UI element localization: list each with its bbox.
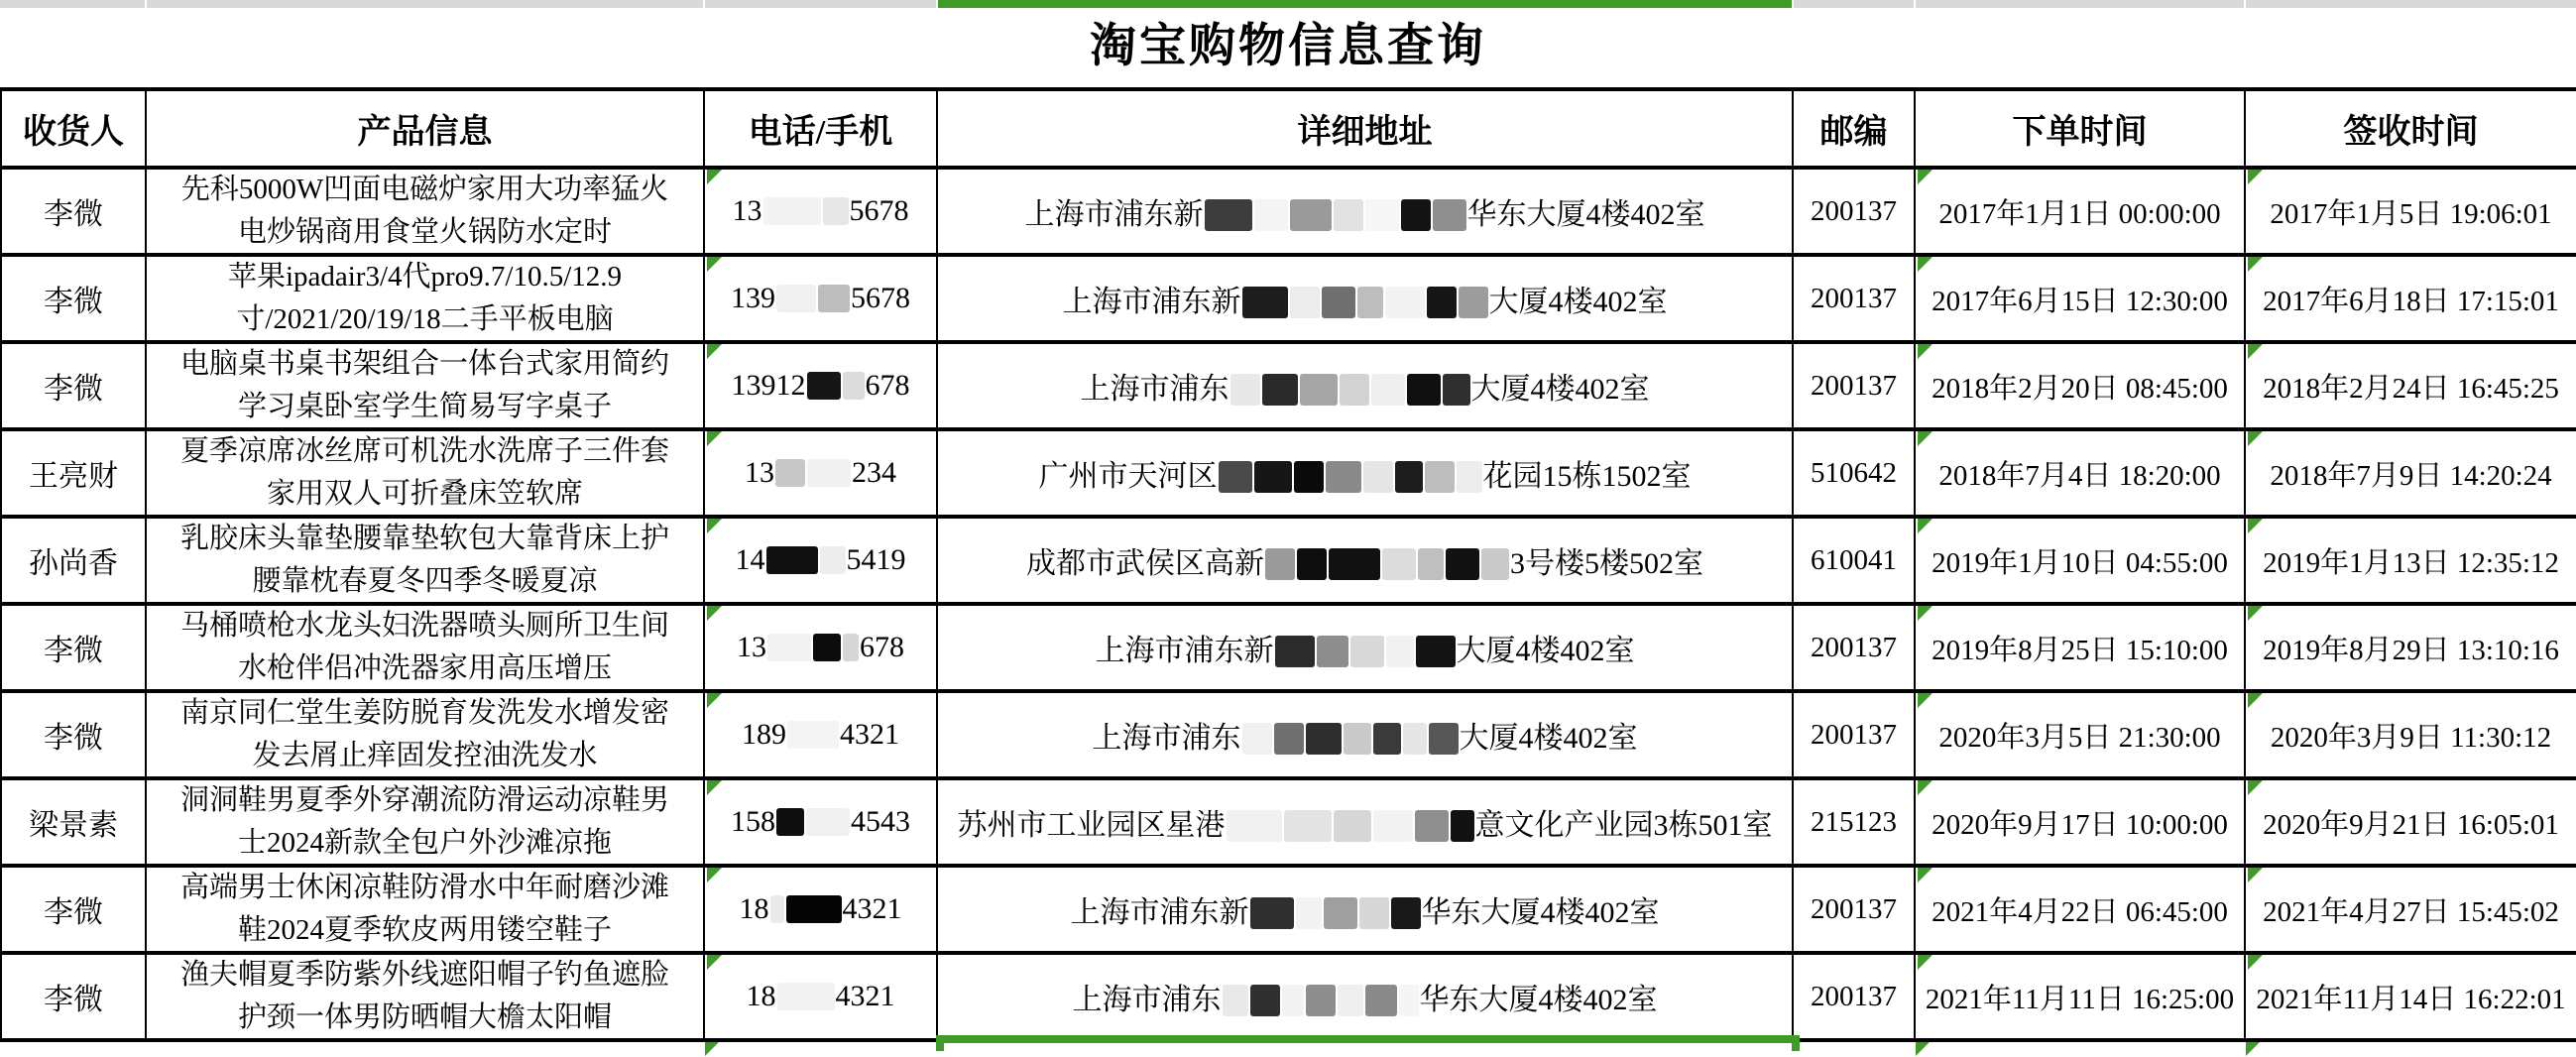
- order-time: 2017年6月15日 12:30:00: [1932, 285, 2228, 317]
- recipient-name: 王亮财: [29, 460, 118, 493]
- redaction-box: [767, 634, 811, 661]
- phone-redacted-suffix: 5678: [849, 194, 909, 227]
- product-cell[interactable]: [147, 257, 705, 344]
- phone-redacted-suffix: 4321: [842, 892, 902, 925]
- redaction-box: [1290, 287, 1320, 318]
- purchase-table: [0, 87, 2576, 1042]
- phone-cell[interactable]: [705, 170, 938, 257]
- redaction-box: [1329, 548, 1380, 580]
- zip-cell[interactable]: [1794, 519, 1916, 606]
- phone-cell[interactable]: [705, 257, 938, 344]
- partial-next-row[interactable]: [0, 1042, 2576, 1057]
- header-label: 邮编: [1819, 114, 1888, 151]
- address-redacted: [1039, 451, 1692, 495]
- product-text: 洞洞鞋男夏季外穿潮流防滑运动凉鞋男士2024新款全包户外沙滩凉拖: [179, 784, 669, 859]
- product-cell[interactable]: [147, 431, 705, 519]
- recipient-name: 李微: [44, 722, 103, 755]
- address-redacted-suffix: 花园15栋1502室: [1482, 460, 1692, 493]
- order-time: 2019年1月10日 04:55:00: [1932, 546, 2228, 579]
- product-text: 南京同仁堂生姜防脱育发洗发水增发密发去屑止痒固发控油洗发水: [179, 697, 669, 771]
- product-text: 渔夫帽夏季防紫外线遮阳帽子钓鱼遮脸护颈一体男防晒帽大檐太阳帽: [179, 959, 669, 1033]
- redaction-box: [1386, 636, 1414, 667]
- phone-redacted: [736, 543, 906, 577]
- product-cell[interactable]: [147, 606, 705, 693]
- address-redacted-suffix: 华东大厦4楼402室: [1466, 198, 1705, 231]
- zip-code: 200137: [1811, 194, 1897, 227]
- redaction-box: [1265, 548, 1295, 580]
- recipient-cell[interactable]: [2, 519, 147, 606]
- product-text: 电脑桌书桌书架组合一体台式家用简约学习桌卧室学生简易写字桌子: [179, 348, 669, 422]
- sign-time-cell[interactable]: [2246, 868, 2576, 955]
- phone-redacted-prefix: 189: [742, 718, 786, 751]
- phone-cell[interactable]: [705, 693, 938, 780]
- redaction-box: [776, 285, 816, 312]
- address-redacted-suffix: 意文化产业园3栋501室: [1474, 809, 1773, 842]
- zip-cell[interactable]: [1794, 257, 1916, 344]
- phone-redacted: [742, 718, 899, 752]
- redaction-box: [1451, 810, 1474, 842]
- address-redacted: [1025, 189, 1705, 233]
- order-time: 2017年1月1日 00:00:00: [1938, 197, 2221, 230]
- zip-code: 610041: [1811, 543, 1897, 576]
- zip-cell[interactable]: [1794, 431, 1916, 519]
- address-redacted: [1063, 277, 1668, 320]
- address-redacted-prefix: 上海市浦东新: [1095, 635, 1274, 667]
- order-time: 2020年3月5日 21:30:00: [1938, 721, 2221, 754]
- address-redacted-prefix: 上海市浦东: [1080, 373, 1229, 406]
- product-cell[interactable]: [147, 868, 705, 955]
- phone-redacted: [737, 631, 904, 664]
- header-label: 详细地址: [1297, 114, 1433, 151]
- redaction-box: [1407, 374, 1441, 406]
- address-cell[interactable]: [938, 693, 1794, 780]
- sign-time-cell[interactable]: [2246, 257, 2576, 344]
- phone-cell[interactable]: [705, 519, 938, 606]
- address-redacted: [1096, 626, 1635, 669]
- product-cell[interactable]: [147, 780, 705, 868]
- page-title: 淘宝购物信息查询: [1090, 21, 1486, 72]
- order-time-cell[interactable]: [1916, 780, 2246, 868]
- order-time-cell[interactable]: [1916, 431, 2246, 519]
- redaction-box: [1363, 461, 1393, 493]
- header-cell-6[interactable]: [2246, 87, 2576, 170]
- redaction-box: [1357, 287, 1383, 318]
- phone-redacted-suffix: 4543: [851, 805, 910, 838]
- header-cell-0[interactable]: [2, 87, 147, 170]
- redaction-box: [1373, 723, 1401, 755]
- order-time-cell[interactable]: [1916, 606, 2246, 693]
- zip-cell[interactable]: [1794, 868, 1916, 955]
- redaction-box: [1365, 985, 1397, 1016]
- sign-time: 2017年6月18日 17:15:01: [2263, 285, 2559, 317]
- address-redacted-prefix: 上海市浦东新: [1070, 896, 1249, 929]
- address-redacted-prefix: 广州市天河区: [1038, 460, 1218, 493]
- redaction-box: [1350, 636, 1384, 667]
- redaction-box: [1418, 548, 1444, 580]
- redaction-box: [1242, 287, 1288, 318]
- redaction-box: [1382, 548, 1416, 580]
- redaction-box: [770, 895, 784, 923]
- selected-column-highlight[interactable]: [936, 0, 1792, 8]
- redaction-box: [787, 721, 839, 749]
- redaction-box: [1433, 199, 1466, 231]
- recipient-cell[interactable]: [2, 955, 147, 1042]
- zip-code: 200137: [1811, 892, 1897, 925]
- address-redacted: [1071, 887, 1660, 931]
- sign-time-cell[interactable]: [2246, 780, 2576, 868]
- column-header-strip[interactable]: [0, 0, 2576, 8]
- address-redacted-prefix: 上海市浦东: [1072, 984, 1222, 1016]
- order-time: 2019年8月25日 15:10:00: [1932, 634, 2228, 666]
- phone-redacted: [745, 456, 896, 490]
- column-separator: [936, 0, 938, 8]
- product-text: 高端男士休闲凉鞋防滑水中年耐磨沙滩鞋2024夏季软皮两用镂空鞋子: [179, 872, 669, 946]
- redaction-box: [1297, 548, 1327, 580]
- redaction-box: [820, 546, 846, 574]
- redaction-box: [1223, 985, 1248, 1016]
- phone-redacted-suffix: 4321: [840, 718, 899, 751]
- redaction-box: [843, 634, 859, 661]
- error-triangle-icon: [1916, 1042, 1930, 1056]
- header-cell-4[interactable]: [1794, 87, 1916, 170]
- phone-redacted-suffix: 678: [860, 631, 904, 663]
- redaction-box: [1227, 810, 1282, 842]
- redaction-box: [1446, 548, 1479, 580]
- product-cell[interactable]: [147, 519, 705, 606]
- address-redacted-prefix: 成都市武侯区高新: [1026, 547, 1264, 580]
- recipient-cell[interactable]: [2, 693, 147, 780]
- phone-redacted: [731, 282, 910, 315]
- address-redacted-prefix: 上海市浦东新: [1062, 286, 1241, 318]
- address-redacted-prefix: 苏州市工业园区星港: [957, 809, 1226, 842]
- redaction-box: [1230, 374, 1260, 406]
- phone-redacted-prefix: 14: [735, 543, 765, 576]
- redaction-box: [1416, 636, 1456, 667]
- redaction-box: [1296, 897, 1322, 929]
- phone-redacted-prefix: 139: [731, 282, 775, 314]
- sign-time: 2017年1月5日 19:06:01: [2270, 197, 2552, 230]
- header-cell-3[interactable]: [938, 87, 1794, 170]
- phone-redacted-prefix: 18: [739, 892, 769, 925]
- redaction-box: [1242, 723, 1272, 755]
- phone-cell[interactable]: [705, 868, 938, 955]
- address-redacted-suffix: 华东大厦4楼402室: [1421, 896, 1660, 929]
- header-cell-5[interactable]: [1916, 87, 2246, 170]
- column-separator: [1792, 0, 1794, 8]
- recipient-cell[interactable]: [2, 868, 147, 955]
- address-cell[interactable]: [938, 955, 1794, 1042]
- address-redacted-prefix: 上海市浦东: [1092, 722, 1241, 755]
- phone-redacted-prefix: 158: [731, 805, 775, 838]
- order-time: 2021年4月22日 06:45:00: [1932, 895, 2228, 928]
- address-cell[interactable]: [938, 170, 1794, 257]
- recipient-name: 李微: [44, 286, 103, 318]
- zip-code: 200137: [1811, 980, 1897, 1012]
- product-text: 先科5000W凹面电磁炉家用大功率猛火电炒锅商用食堂火锅防水定时: [180, 174, 669, 248]
- redaction-box: [1275, 636, 1315, 667]
- zip-cell[interactable]: [1794, 344, 1916, 431]
- address-redacted-suffix: 大厦4楼402室: [1456, 635, 1635, 667]
- recipient-cell[interactable]: [2, 606, 147, 693]
- product-text: 苹果ipadair3/4代pro9.7/10.5/12.9寸/2021/20/19/18二手平板电脑: [227, 261, 623, 335]
- phone-cell[interactable]: [705, 955, 938, 1042]
- phone-cell[interactable]: [705, 606, 938, 693]
- phone-redacted: [747, 980, 895, 1013]
- redaction-box: [776, 808, 804, 836]
- zip-cell[interactable]: [1794, 606, 1916, 693]
- order-time-cell[interactable]: [1916, 257, 2246, 344]
- sign-time-cell[interactable]: [2246, 344, 2576, 431]
- redaction-box: [1254, 461, 1292, 493]
- order-time-cell[interactable]: [1916, 955, 2246, 1042]
- redaction-box: [1371, 374, 1405, 406]
- header-label: 收货人: [23, 114, 124, 151]
- product-text: 马桶喷枪水龙头妇洗器喷头厕所卫生间水枪伴侣冲洗器家用高压增压: [179, 610, 669, 684]
- address-redacted-suffix: 华东大厦4楼402室: [1419, 984, 1658, 1016]
- redaction-box: [1457, 461, 1482, 493]
- zip-cell[interactable]: [1794, 780, 1916, 868]
- redaction-box: [786, 895, 842, 923]
- order-time-cell[interactable]: [1916, 693, 2246, 780]
- redaction-box: [1391, 897, 1421, 929]
- redaction-box: [823, 197, 849, 225]
- redaction-box: [1344, 723, 1371, 755]
- address-redacted-suffix: 3号楼5楼502室: [1510, 547, 1703, 580]
- sign-time: 2019年8月29日 13:10:16: [2263, 634, 2559, 666]
- zip-code: 510642: [1811, 456, 1897, 489]
- redaction-box: [1385, 287, 1425, 318]
- product-cell[interactable]: [147, 344, 705, 431]
- order-time-cell[interactable]: [1916, 868, 2246, 955]
- redaction-box: [806, 808, 850, 836]
- phone-redacted-prefix: 13: [745, 456, 774, 489]
- phone-redacted-suffix: 4321: [835, 980, 895, 1012]
- header-label: 下单时间: [2012, 114, 2148, 151]
- zip-code: 200137: [1811, 282, 1897, 314]
- redaction-box: [1425, 461, 1455, 493]
- redaction-box: [1290, 199, 1332, 231]
- address-redacted: [958, 800, 1773, 844]
- phone-redacted-prefix: 18: [746, 980, 776, 1012]
- header-label: 产品信息: [357, 114, 493, 151]
- redaction-box: [1294, 461, 1324, 493]
- address-redacted: [1081, 364, 1650, 408]
- sign-time: 2018年2月24日 16:45:25: [2263, 372, 2559, 405]
- redaction-box: [1300, 374, 1338, 406]
- address-redacted: [1073, 975, 1658, 1018]
- phone-cell[interactable]: [705, 344, 938, 431]
- redaction-box: [1262, 374, 1298, 406]
- phone-cell[interactable]: [705, 431, 938, 519]
- recipient-name: 李微: [44, 373, 103, 406]
- phone-redacted-prefix: 13912: [731, 369, 806, 402]
- phone-redacted-suffix: 5419: [846, 543, 906, 576]
- redaction-box: [1399, 985, 1419, 1016]
- redaction-box: [1205, 199, 1252, 231]
- order-time: 2018年2月20日 08:45:00: [1932, 372, 2228, 405]
- redaction-box: [843, 372, 865, 400]
- redaction-box: [1326, 461, 1361, 493]
- address-cell[interactable]: [938, 780, 1794, 868]
- recipient-name: 李微: [44, 984, 103, 1016]
- phone-redacted: [740, 892, 902, 926]
- header-label: 签收时间: [2343, 114, 2479, 151]
- redaction-box: [1338, 985, 1363, 1016]
- phone-redacted-suffix: 5678: [851, 282, 910, 314]
- zip-cell[interactable]: [1794, 170, 1916, 257]
- selection-underline-right-hook: [1792, 1043, 1800, 1051]
- recipient-name: 李微: [44, 896, 103, 929]
- redaction-box: [1322, 287, 1355, 318]
- phone-cell[interactable]: [705, 780, 938, 868]
- product-text: 乳胶床头靠垫腰靠垫软包大靠背床上护腰靠枕春夏冬四季冬暖夏凉: [179, 523, 669, 597]
- order-time: 2020年9月17日 10:00:00: [1932, 808, 2228, 841]
- order-time-cell[interactable]: [1916, 344, 2246, 431]
- redaction-box: [1373, 810, 1413, 842]
- redaction-box: [807, 372, 841, 400]
- redaction-box: [1365, 199, 1399, 231]
- recipient-name: 孙尚香: [29, 547, 118, 580]
- redaction-box: [1284, 810, 1332, 842]
- sign-time: 2018年7月9日 14:20:24: [2270, 459, 2552, 492]
- phone-redacted-suffix: 234: [852, 456, 896, 489]
- redaction-box: [1334, 810, 1371, 842]
- selection-underline-left-hook: [936, 1043, 944, 1051]
- sign-time: 2019年1月13日 12:35:12: [2263, 546, 2559, 579]
- address-redacted-suffix: 大厦4楼402室: [1470, 373, 1650, 406]
- phone-redacted: [733, 194, 909, 228]
- redaction-box: [1443, 374, 1470, 406]
- phone-redacted-prefix: 13: [737, 631, 766, 663]
- redaction-box: [1306, 723, 1342, 755]
- redaction-box: [1250, 897, 1294, 929]
- redaction-box: [1282, 985, 1304, 1016]
- redaction-box: [813, 634, 841, 661]
- order-time: 2018年7月4日 18:20:00: [1938, 459, 2221, 492]
- recipient-cell[interactable]: [2, 431, 147, 519]
- redaction-box: [1403, 723, 1427, 755]
- zip-cell[interactable]: [1794, 693, 1916, 780]
- zip-code: 200137: [1811, 718, 1897, 751]
- error-triangle-icon: [705, 1042, 719, 1056]
- header-cell-1[interactable]: [147, 87, 705, 170]
- address-cell[interactable]: [938, 344, 1794, 431]
- recipient-cell[interactable]: [2, 170, 147, 257]
- recipient-cell[interactable]: [2, 344, 147, 431]
- redaction-box: [1340, 374, 1369, 406]
- address-redacted-suffix: 大厦4楼402室: [1488, 286, 1668, 318]
- redaction-box: [1274, 723, 1304, 755]
- sign-time: 2020年3月9日 11:30:12: [2270, 721, 2552, 754]
- redaction-box: [1317, 636, 1348, 667]
- redaction-box: [1481, 548, 1509, 580]
- sign-time-cell[interactable]: [2246, 170, 2576, 257]
- column-separator: [703, 0, 705, 8]
- address-redacted: [1026, 538, 1703, 582]
- sign-time-cell[interactable]: [2246, 606, 2576, 693]
- header-cell-2[interactable]: [705, 87, 938, 170]
- header-label: 电话/手机: [748, 114, 893, 151]
- redaction-box: [1359, 897, 1389, 929]
- redaction-box: [775, 459, 805, 487]
- selection-underline: [936, 1035, 1800, 1043]
- sign-time-cell[interactable]: [2246, 693, 2576, 780]
- product-text: 夏季凉席冰丝席可机洗水洗席子三件套家用双人可折叠床笠软席: [179, 435, 669, 510]
- address-cell[interactable]: [938, 431, 1794, 519]
- redaction-box: [818, 285, 850, 312]
- redaction-box: [777, 983, 835, 1010]
- redaction-box: [1427, 287, 1457, 318]
- recipient-cell[interactable]: [2, 780, 147, 868]
- address-cell[interactable]: [938, 606, 1794, 693]
- address-redacted-prefix: 上海市浦东新: [1024, 198, 1204, 231]
- column-separator: [1914, 0, 1916, 8]
- address-cell[interactable]: [938, 257, 1794, 344]
- recipient-name: 李微: [44, 635, 103, 667]
- recipient-cell[interactable]: [2, 257, 147, 344]
- phone-redacted-suffix: 678: [865, 369, 910, 402]
- order-time: 2021年11月11日 16:25:00: [1925, 983, 2235, 1015]
- phone-redacted: [731, 805, 910, 839]
- redaction-box: [766, 546, 818, 574]
- phone-redacted-prefix: 13: [732, 194, 762, 227]
- order-time-cell[interactable]: [1916, 519, 2246, 606]
- address-cell[interactable]: [938, 868, 1794, 955]
- redaction-box: [1306, 985, 1336, 1016]
- zip-code: 200137: [1811, 369, 1897, 402]
- zip-cell[interactable]: [1794, 955, 1916, 1042]
- redaction-box: [807, 459, 851, 487]
- redaction-box: [1254, 199, 1288, 231]
- redaction-box: [1250, 985, 1280, 1016]
- address-cell[interactable]: [938, 519, 1794, 606]
- zip-code: 200137: [1811, 631, 1897, 663]
- redaction-box: [1219, 461, 1252, 493]
- address-redacted: [1093, 713, 1638, 757]
- column-separator: [2244, 0, 2246, 8]
- redaction-box: [1429, 723, 1459, 755]
- address-redacted-suffix: 大厦4楼402室: [1459, 722, 1638, 755]
- sign-time: 2021年11月14日 16:22:01: [2256, 983, 2566, 1015]
- error-triangle-icon: [2246, 1042, 2260, 1056]
- sign-time-cell[interactable]: [2246, 519, 2576, 606]
- order-time-cell[interactable]: [1916, 170, 2246, 257]
- zip-code: 215123: [1811, 805, 1897, 838]
- redaction-box: [1324, 897, 1357, 929]
- product-cell[interactable]: [147, 955, 705, 1042]
- redaction-box: [1334, 199, 1363, 231]
- sign-time-cell[interactable]: [2246, 955, 2576, 1042]
- product-cell[interactable]: [147, 693, 705, 780]
- recipient-name: 梁景素: [29, 809, 118, 842]
- column-separator: [145, 0, 147, 8]
- phone-redacted: [732, 369, 910, 403]
- redaction-box: [763, 197, 821, 225]
- redaction-box: [1459, 287, 1488, 318]
- redaction-box: [1401, 199, 1431, 231]
- redaction-box: [1395, 461, 1423, 493]
- sign-time: 2021年4月27日 15:45:02: [2263, 895, 2559, 928]
- redaction-box: [1415, 810, 1449, 842]
- product-cell[interactable]: [147, 170, 705, 257]
- sign-time-cell[interactable]: [2246, 431, 2576, 519]
- sign-time: 2020年9月21日 16:05:01: [2263, 808, 2559, 841]
- recipient-name: 李微: [44, 198, 103, 231]
